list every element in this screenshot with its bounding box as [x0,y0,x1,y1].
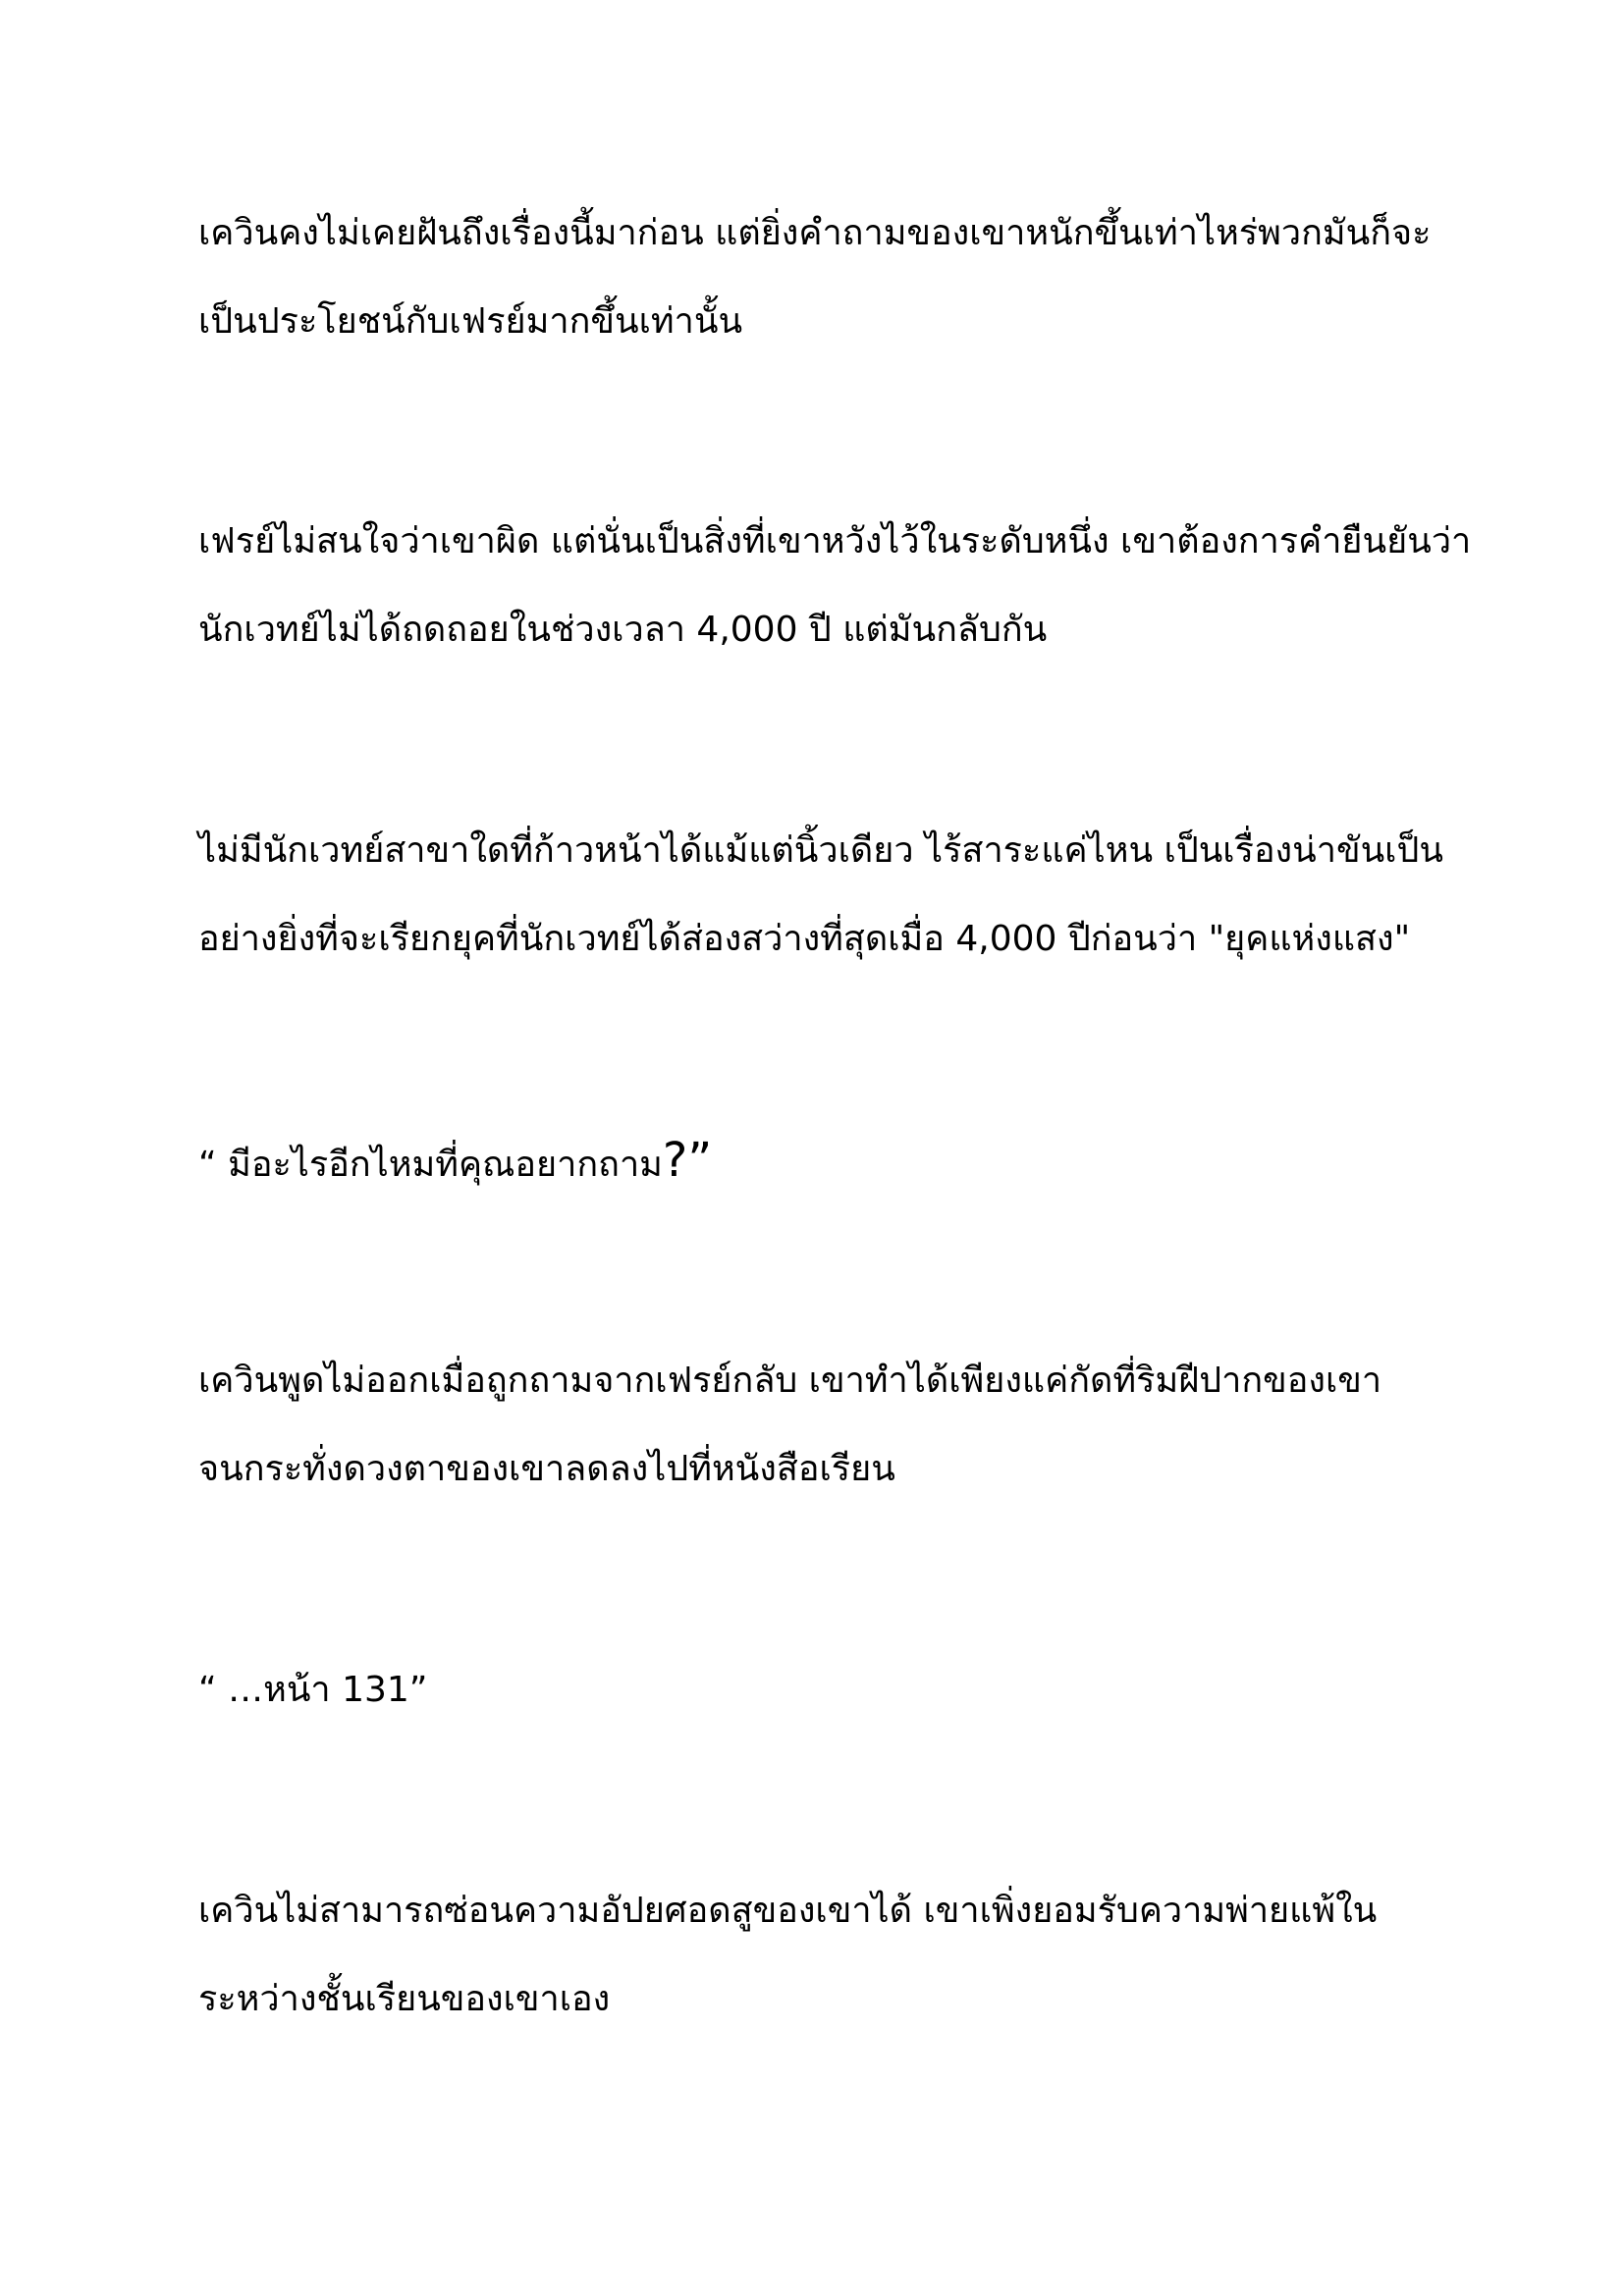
text-line: ระหว่างชั้นเรียนของเขาเอง [198,1979,611,2019]
paragraph-2 [198,498,1475,674]
text-line [198,1116,1475,1204]
paragraph-1 [198,189,1475,366]
text-line: เควินคงไม่เคยฝันถึงเรื่องนี้มาก่อน แต่ยิ่งคำถามของเขาหนักขึ้นเท่าไหร่พวกมันก็จะ [198,213,1432,253]
paragraph-3 [198,807,1475,984]
text-line: นักเวทย์ไม่ได้ถดถอยในช่วงเวลา 4,000 ปี แต่มันกลับกัน [198,610,1048,650]
text-line: เฟรย์ไม่สนใจว่าเขาผิด แต่นั่นเป็นสิ่งที่เขาหวังไว้ในระดับหนึ่ง เขาต้องการคำยืนยันว่า [198,521,1472,561]
dialogue-question [198,1116,1475,1204]
text-line: เป็นประโยชน์กับเฟรย์มากขึ้นเท่านั้น [198,301,743,342]
text-line: เควินพูดไม่ออกเมื่อถูกถามจากเฟรย์กลับ เขาทำได้เพียงแค่กัดที่ริมฝีปากของเขา [198,1361,1382,1401]
text-line: “ …หน้า 131” [198,1670,428,1710]
text-line: ไม่มีนักเวทย์สาขาใดที่ก้าวหน้าได้แม้แต่นิ้วเดียว ไร้สาระแค่ไหน เป็นเรื่องน่าขันเป็น [198,830,1443,871]
dialogue-page-reference [198,1646,1475,1735]
question-mark: ?” [662,1133,713,1188]
text-line: อย่างยิ่งที่จะเรียกยุคที่นักเวทย์ได้ส่องสว่างที่สุดเมื่อ 4,000 ปีก่อนว่า "ยุคแห่งแสง" [198,919,1411,959]
dialogue-text: “ มีอะไรอีกไหมที่คุณอยากถาม [198,1145,663,1185]
text-line: เควินไม่สามารถซ่อนความอัปยศอดสูของเขาได้ เขาเพิ่งยอมรับความพ่ายแพ้ใน [198,1891,1378,1931]
paragraph-5 [198,1337,1475,1514]
paragraph-7 [198,1867,1475,2044]
text-line: จนกระทั่งดวงตาของเขาลดลงไปที่หนังสือเรียน [198,1449,895,1489]
